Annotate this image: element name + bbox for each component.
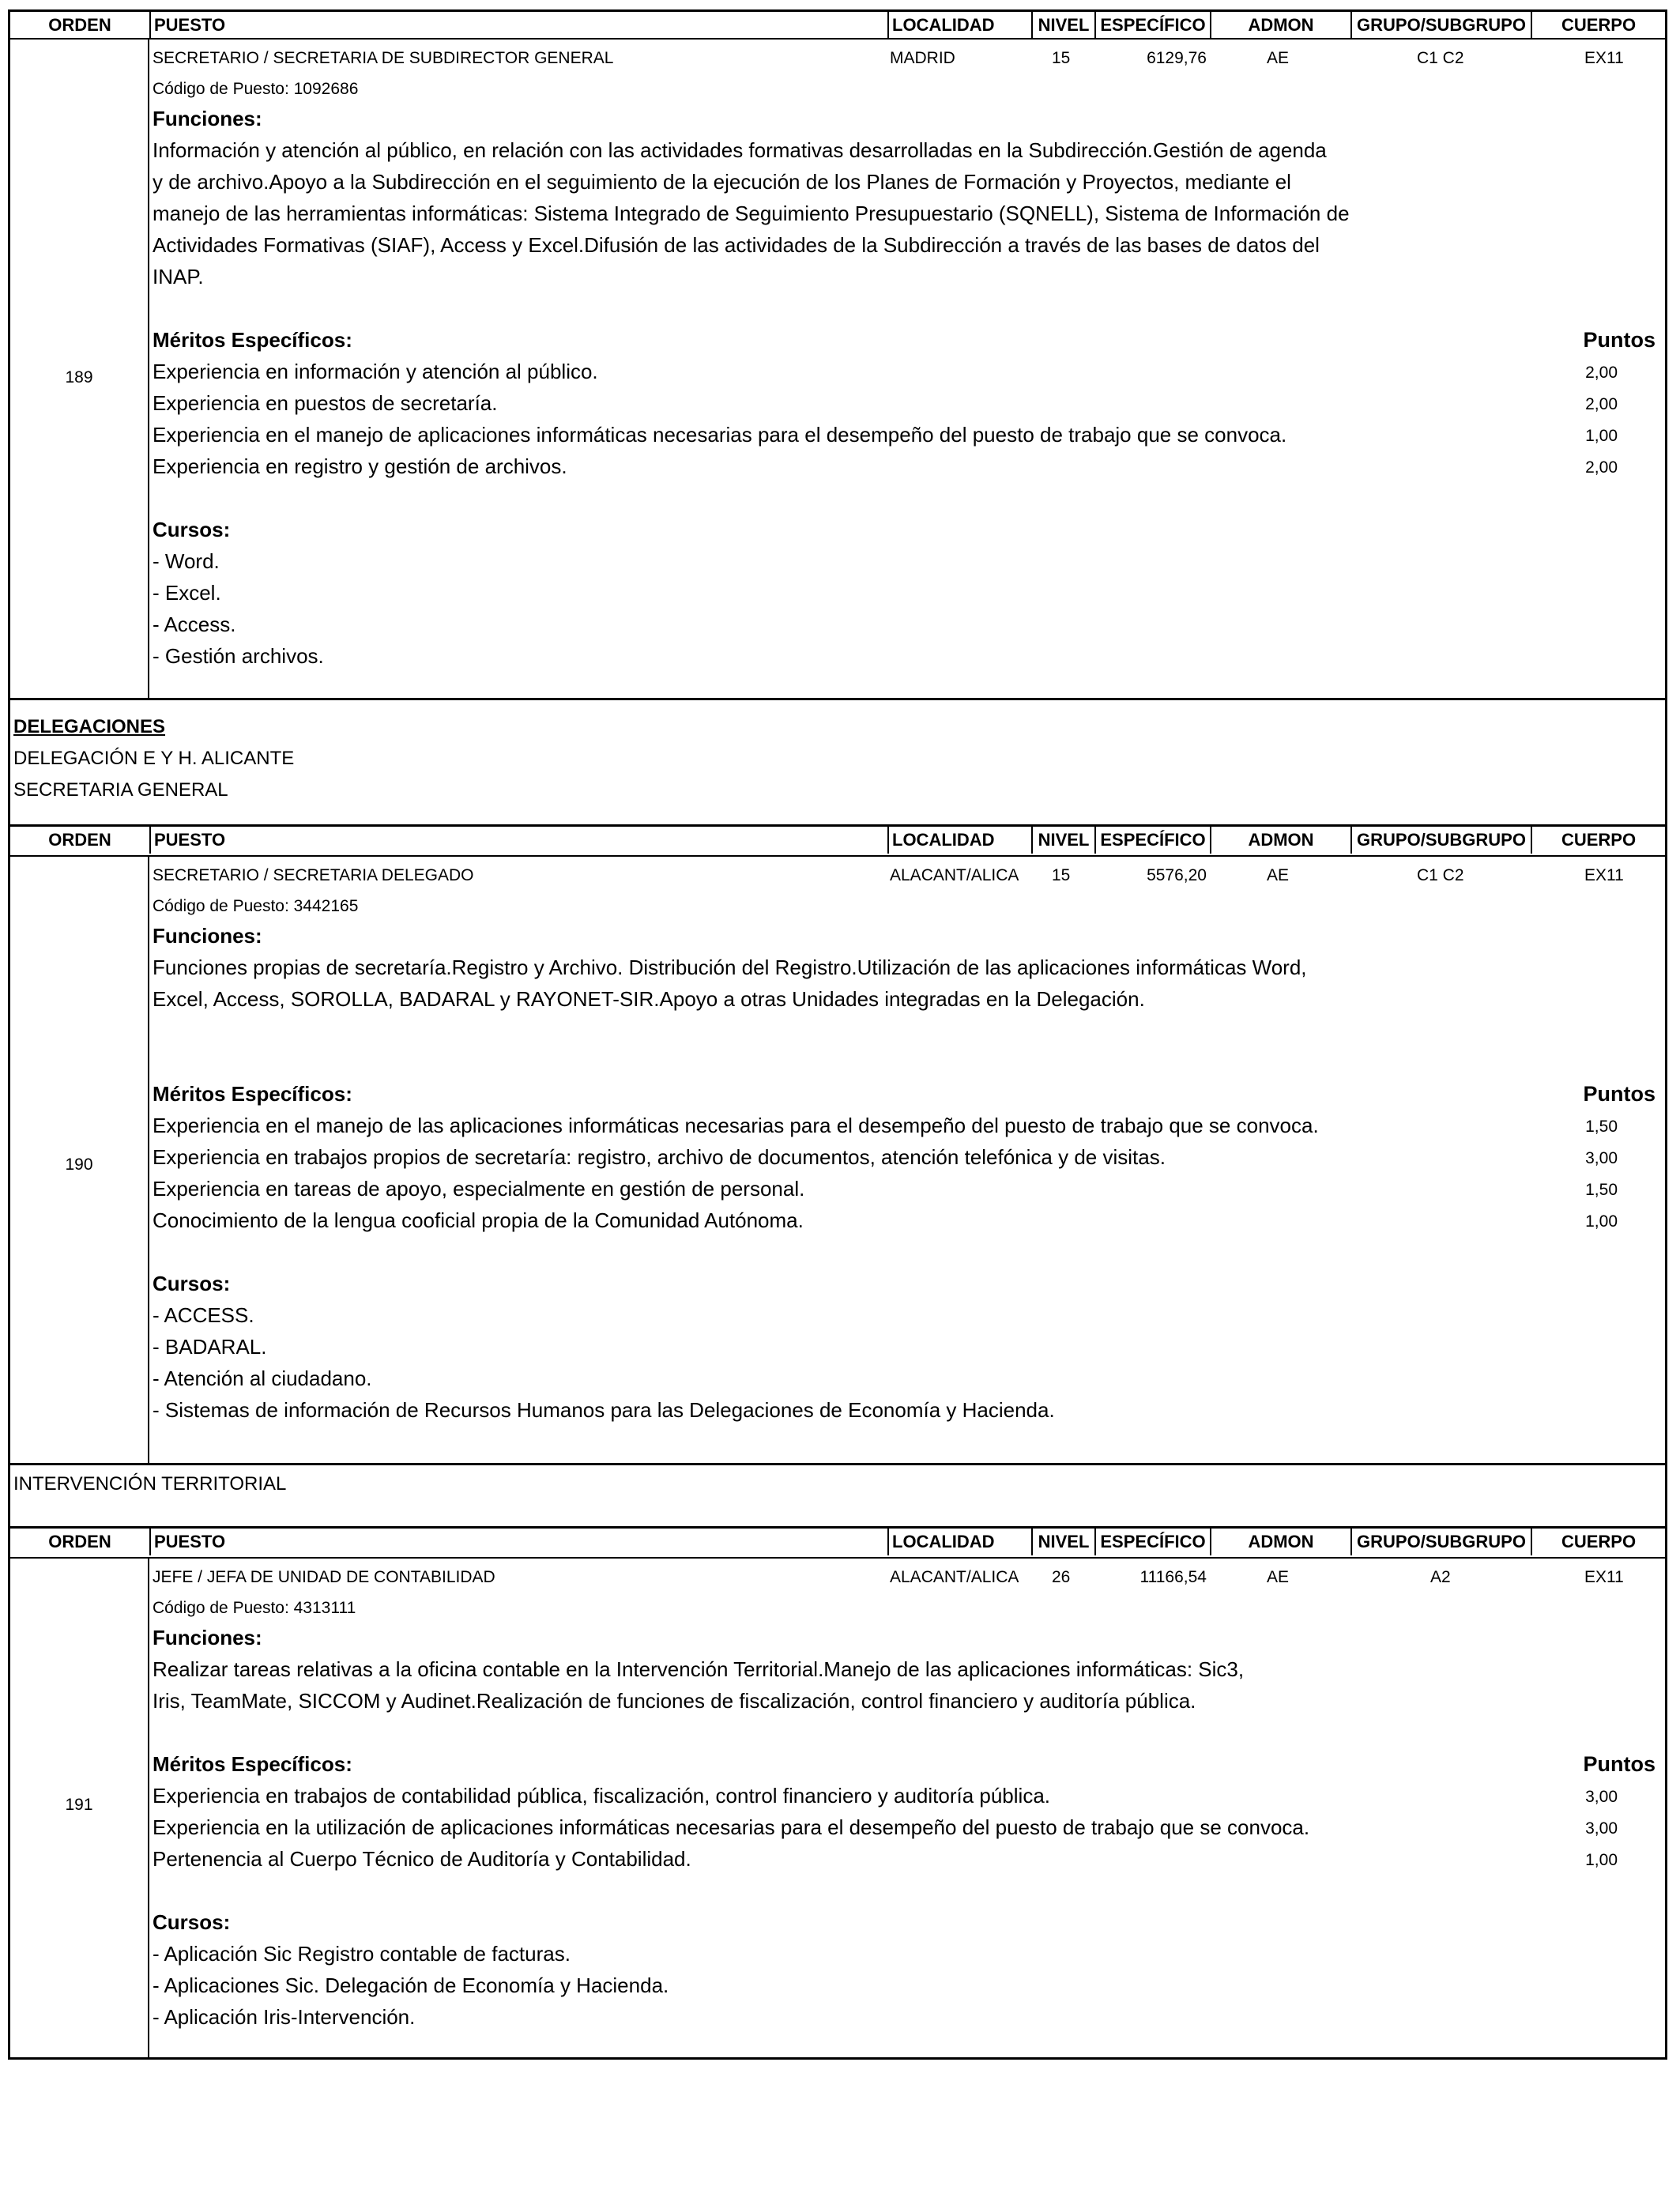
merito-text: Experiencia en información y atención al público. [153,360,598,383]
admon-value: AE [1267,1568,1290,1586]
puesto-name: SECRETARIO / SECRETARIA DE SUBDIRECTOR GENERAL [153,49,614,67]
curso-item: - Gestión archivos. [153,644,324,668]
funciones-label: Funciones: [153,924,262,948]
admon-value: AE [1267,866,1290,884]
header-especifico: ESPECÍFICO [1094,827,1210,854]
cuerpo-value: EX11 [1584,49,1624,67]
cursos-label: Cursos: [153,1910,231,1934]
orden-number: 191 [65,1796,93,1814]
merito-points: 1,50 [1585,1181,1618,1199]
merito-points: 3,00 [1585,1819,1618,1838]
merito-text: Experiencia en la utilización de aplicaciones informáticas necesarias para el desempeño del puesto de trabajo que se convoca. [153,1815,1310,1839]
header-localidad: LOCALIDAD [887,827,1031,854]
merito-text: Experiencia en tareas de apoyo, especialmente en gestión de personal. [153,1177,805,1201]
admon-value: AE [1267,49,1290,67]
merito-text: Experiencia en registro y gestión de archivos. [153,454,567,478]
header-localidad: LOCALIDAD [887,12,1031,39]
curso-item: - Excel. [153,581,221,605]
nivel-value: 26 [1052,1568,1071,1586]
merito-points: 1,00 [1585,427,1618,445]
header-puesto: PUESTO [149,827,887,854]
header-puesto: PUESTO [149,12,887,39]
merito-points: 1,00 [1585,1851,1618,1869]
curso-item: - Word. [153,549,220,573]
funciones-line: INAP. [153,265,204,288]
especifico-value: 11166,54 [1139,1568,1207,1586]
codigo-puesto: Código de Puesto: 3442165 [153,897,359,915]
section-subheading: DELEGACIÓN E Y H. ALICANTE [13,748,295,769]
localidad-value: ALACANT/ALICA [890,866,1019,884]
puesto-name: JEFE / JEFA DE UNIDAD DE CONTABILIDAD [153,1568,495,1586]
localidad-value: ALACANT/ALICA [890,1568,1019,1586]
nivel-value: 15 [1052,49,1071,67]
cuerpo-value: EX11 [1584,1568,1624,1586]
header-grupo: GRUPO/SUBGRUPO [1350,12,1531,39]
puntos-label: Puntos [1583,1752,1656,1776]
header-admon: ADMON [1210,827,1350,854]
orden-number: 189 [65,368,93,386]
merito-text: Experiencia en el manejo de aplicaciones informáticas necesarias para el desempeño del puesto de trabajo que se convoca. [153,423,1287,447]
header-nivel: NIVEL [1031,1529,1094,1555]
header-puesto: PUESTO [149,1529,887,1555]
curso-item: - BADARAL. [153,1335,267,1359]
header-cuerpo: CUERPO [1531,12,1665,39]
merito-points: 1,50 [1585,1118,1618,1136]
puesto-name: SECRETARIO / SECRETARIA DELEGADO [153,866,474,884]
meritos-label: Méritos Específicos: [153,328,352,352]
curso-item: - Atención al ciudadano. [153,1367,372,1390]
merito-text: Experiencia en trabajos de contabilidad pública, fiscalización, control financiero y auditoría pública. [153,1784,1051,1808]
merito-text: Conocimiento de la lengua cooficial propia de la Comunidad Autónoma. [153,1208,804,1232]
meritos-label: Méritos Específicos: [153,1752,352,1776]
section-heading: DELEGACIONES [13,716,166,737]
section-intervencion [8,1465,1667,1529]
merito-text: Experiencia en el manejo de las aplicaciones informáticas necesarias para el desempeño del puesto de trabajo que se convoca. [153,1114,1319,1137]
header-orden: ORDEN [48,830,111,850]
header-cuerpo: CUERPO [1531,827,1665,854]
funciones-line: Actividades Formativas (SIAF), Access y Excel.Difusión de las actividades de la Subdirección a través de las bases de datos del [153,233,1320,257]
curso-item: - ACCESS. [153,1303,254,1327]
grupo-value: A2 [1430,1568,1451,1586]
merito-text: Experiencia en trabajos propios de secretaría: registro, archivo de documentos, atención telefónica y de visitas. [153,1145,1166,1169]
cuerpo-value: EX11 [1584,866,1624,884]
curso-item: - Aplicaciones Sic. Delegación de Economía y Hacienda. [153,1973,669,1997]
curso-item: - Access. [153,613,236,636]
header-especifico: ESPECÍFICO [1094,12,1210,39]
orden-number: 190 [65,1155,93,1174]
merito-points: 3,00 [1585,1149,1618,1167]
funciones-label: Funciones: [153,107,262,130]
header-admon: ADMON [1210,12,1350,39]
section-subheading: INTERVENCIÓN TERRITORIAL [13,1473,287,1495]
funciones-line: Funciones propias de secretaría.Registro y Archivo. Distribución del Registro.Utilización de las aplicaciones informáticas Word, [153,956,1307,979]
section-subheading: SECRETARIA GENERAL [13,779,228,801]
funciones-label: Funciones: [153,1626,262,1649]
funciones-line: Iris, TeamMate, SICCOM y Audinet.Realización de funciones de fiscalización, control financiero y auditoría pública. [153,1689,1196,1713]
especifico-value: 5576,20 [1147,866,1207,884]
table-header [8,9,1667,40]
especifico-value: 6129,76 [1147,49,1207,67]
merito-text: Pertenencia al Cuerpo Técnico de Auditoría y Contabilidad. [153,1847,691,1871]
merito-points: 1,00 [1585,1212,1618,1231]
curso-item: - Aplicación Iris-Intervención. [153,2005,416,2029]
table-header [8,827,1667,857]
merito-points: 2,00 [1585,458,1618,477]
header-admon: ADMON [1210,1529,1350,1555]
curso-item: - Aplicación Sic Registro contable de facturas. [153,1942,571,1966]
puntos-label: Puntos [1583,1082,1656,1106]
merito-points: 2,00 [1585,395,1618,413]
meritos-label: Méritos Específicos: [153,1082,352,1106]
cursos-label: Cursos: [153,1272,231,1295]
codigo-puesto: Código de Puesto: 4313111 [153,1599,356,1617]
grupo-value: C1 C2 [1417,866,1464,884]
merito-text: Experiencia en puestos de secretaría. [153,391,498,415]
header-especifico: ESPECÍFICO [1094,1529,1210,1555]
nivel-value: 15 [1052,866,1071,884]
funciones-line: Información y atención al público, en relación con las actividades formativas desarrolladas en la Subdirección.Gestión de agenda [153,138,1327,162]
header-grupo: GRUPO/SUBGRUPO [1350,827,1531,854]
entry-189 [8,40,1667,700]
header-grupo: GRUPO/SUBGRUPO [1350,1529,1531,1555]
localidad-value: MADRID [890,49,955,67]
header-orden: ORDEN [48,15,111,35]
merito-points: 2,00 [1585,364,1618,382]
cursos-label: Cursos: [153,518,231,541]
grupo-value: C1 C2 [1417,49,1464,67]
table-header [8,1529,1667,1559]
entry-190 [8,857,1667,1465]
header-cuerpo: CUERPO [1531,1529,1665,1555]
funciones-line: manejo de las herramientas informáticas: Sistema Integrado de Seguimiento Presupuestario (SQNELL), Sistema de Información de [153,202,1350,225]
entry-191 [8,1559,1667,2060]
codigo-puesto: Código de Puesto: 1092686 [153,80,359,98]
funciones-line: y de archivo.Apoyo a la Subdirección en el seguimiento de la ejecución de los Planes de Formación y Proyectos, mediante el [153,170,1291,194]
header-nivel: NIVEL [1031,827,1094,854]
header-orden: ORDEN [48,1532,111,1551]
puntos-label: Puntos [1583,328,1656,352]
section-delegaciones [8,700,1667,827]
merito-points: 3,00 [1585,1788,1618,1806]
header-nivel: NIVEL [1031,12,1094,39]
funciones-line: Realizar tareas relativas a la oficina contable en la Intervención Territorial.Manejo de las aplicaciones informáticas: Sic3, [153,1657,1245,1681]
header-localidad: LOCALIDAD [887,1529,1031,1555]
funciones-line: Excel, Access, SOROLLA, BADARAL y RAYONET-SIR.Apoyo a otras Unidades integradas en la Delegación. [153,987,1145,1011]
curso-item: - Sistemas de información de Recursos Humanos para las Delegaciones de Economía y Hacienda. [153,1398,1055,1422]
